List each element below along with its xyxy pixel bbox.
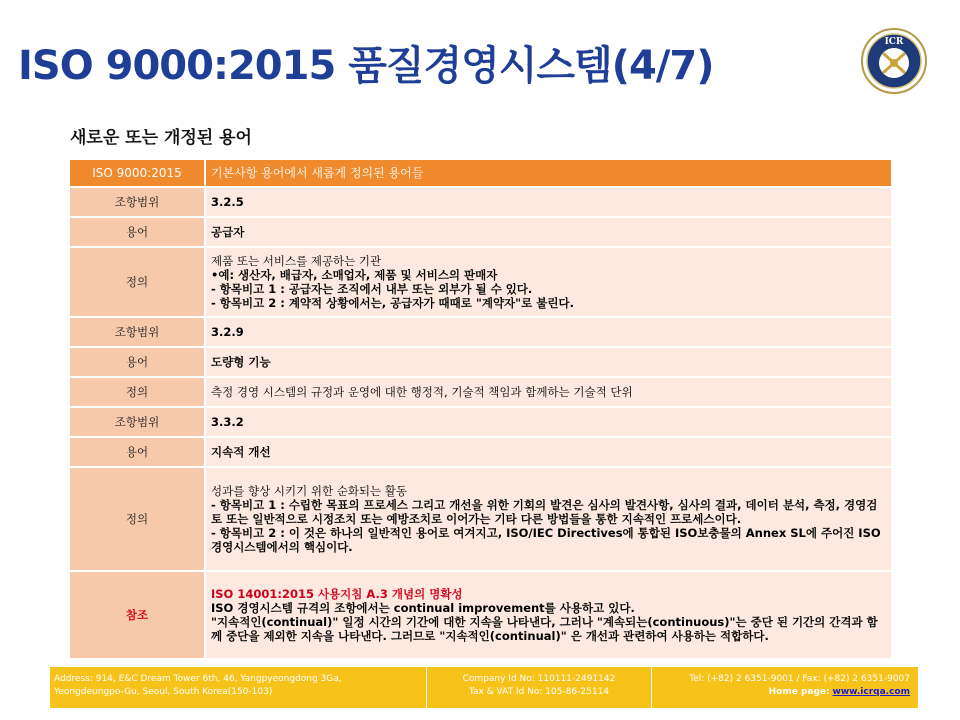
company-id: Company Id No: 110111-2491142 — [462, 674, 616, 684]
definition-value: 측정 경영 시스템의 규정과 운영에 대한 행정적, 기술적 책임과 함께하는 기술적 단위 — [205, 377, 892, 407]
clause-value: 3.3.2 — [205, 407, 892, 437]
definition-line: - 항목비고 2 : 계약적 상황에서는, 공급자가 때때로 "계약자"로 불린다. — [211, 296, 574, 310]
section-subtitle: 새로운 또는 개정된 용어 — [70, 128, 252, 148]
row-label: 용어 — [69, 437, 205, 467]
icr-logo — [860, 27, 928, 95]
table-row — [69, 571, 892, 659]
homepage-link[interactable]: www.icrqa.com — [832, 687, 910, 697]
table-row — [69, 377, 892, 407]
table-row — [69, 217, 892, 247]
row-label: 정의 — [69, 467, 205, 571]
table-row — [69, 187, 892, 217]
definition-value — [205, 247, 892, 317]
clause-value: 3.2.9 — [205, 317, 892, 347]
reference-line: "지속적인(continual)" 일정 시간의 기간에 대한 지속을 나타낸다, 그러나 "계속되는(continuous)"는 중단 된 기간의 간격과 함께 중단을 제외한 지속을 나타낸다. 그러므로 "지속적인(continual)" 은 개선과 관련하여 사용하는 적합하다. — [211, 615, 878, 643]
homepage-line — [660, 686, 910, 699]
header-value: 기본사항 용어에서 새롭게 정의된 용어들 — [205, 159, 892, 187]
address-line: Yeongdeungpo-Gu, Seoul, South Korea(150-103) — [54, 687, 273, 697]
footer-company — [426, 667, 652, 708]
row-label: 용어 — [69, 217, 205, 247]
row-label: 정의 — [69, 247, 205, 317]
page-title: ISO 9000:2015 품질경영시스템(4/7) — [18, 43, 714, 89]
footer-bar — [50, 667, 918, 708]
row-label: 용어 — [69, 347, 205, 377]
terms-table — [68, 158, 893, 660]
definition-line: 성과를 향상 시키기 위한 순화되는 활동 — [211, 484, 408, 498]
term-value: 공급자 — [205, 217, 892, 247]
table-row — [69, 347, 892, 377]
reference-label: 참조 — [69, 571, 205, 659]
clause-value: 3.2.5 — [205, 187, 892, 217]
definition-line: - 항목비고 1 : 공급자는 조직에서 내부 또는 외부가 될 수 있다. — [211, 282, 533, 296]
reference-heading: ISO 14001:2015 사용지침 A.3 개념의 명확성 — [211, 587, 463, 601]
table-row — [69, 317, 892, 347]
row-label: 정의 — [69, 377, 205, 407]
reference-line: ISO 경영시스템 규격의 조항에서는 continual improvement를 사용하고 있다. — [211, 601, 635, 615]
table-row — [69, 467, 892, 571]
table-row — [69, 247, 892, 317]
footer-address — [50, 667, 426, 708]
definition-line: - 항목비고 2 : 이 것은 하나의 일반적인 용어로 여겨지고, ISO/IEC Directives에 통합된 ISO보충물의 Annex SL에 주어진 ISO 경영시스템에서의 핵심이다. — [211, 526, 881, 554]
address-line: Address: 914, E&C Dream Tower 6th, 46, Yangpyeongdong 3Ga, — [54, 674, 342, 684]
tax-id: Tax & VAT Id No: 105-86-25114 — [468, 687, 610, 697]
row-label: 조항범위 — [69, 407, 205, 437]
svg-text:ICR: ICR — [884, 37, 904, 47]
definition-line: - 항목비고 1 : 수립한 목표의 프로세스 그리고 개선을 위한 기회의 발견은 심사의 발견사항, 심사의 결과, 데이터 분석, 측정, 경영검토 또는 일반적으로 시정조치 또는 예방조치로 이어가는 기타 다른 방법들을 통한 지속적인 프로세스이다. — [211, 498, 878, 526]
reference-value — [205, 571, 892, 659]
tel-fax: Tel: (+82) 2 6351-9001 / Fax: (+82) 2 6351-9007 — [689, 674, 910, 684]
homepage-label: Home page: — [768, 687, 830, 697]
table-row — [69, 407, 892, 437]
header-label: ISO 9000:2015 — [69, 159, 205, 187]
definition-value — [205, 467, 892, 571]
definition-line: •예: 생산자, 배급자, 소매업자, 제품 및 서비스의 판매자 — [211, 268, 498, 282]
table-row — [69, 437, 892, 467]
row-label: 조항범위 — [69, 187, 205, 217]
term-value: 도량형 기능 — [205, 347, 892, 377]
table-header-row — [69, 159, 892, 187]
footer-contact — [652, 667, 918, 708]
term-value: 지속적 개선 — [205, 437, 892, 467]
definition-line: 제품 또는 서비스를 제공하는 기관 — [211, 254, 382, 268]
row-label: 조항범위 — [69, 317, 205, 347]
